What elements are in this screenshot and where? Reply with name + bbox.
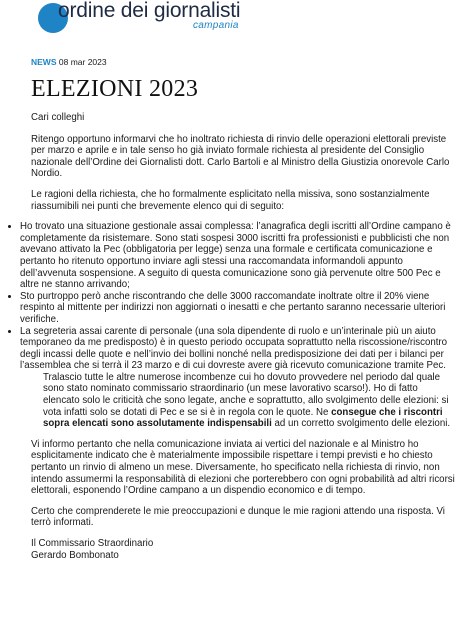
- logo-region: campania: [193, 20, 239, 31]
- site-header: [30, 0, 280, 38]
- paragraph-2: Le ragioni della richiesta, che ho formalmente esplicitato nella missiva, sono sostanzialmente riassumibili nei punti che brevemente elenco qui di seguito:: [31, 188, 430, 212]
- paragraph-1: Ritengo opportuno informarvi che ho inoltrato richiesta di rinvio delle operazioni elettorali previste per marzo e aprile e in tale senso ho già inviato formale richiesta al presidente del Consiglio nazionale dell’Ordine dei Giornalisti dott. Carlo Bartoli e al Ministro della Giustizia onorevole Carlo Nordio.: [31, 133, 450, 180]
- paragraph-3-tail: ad un corretto svolgimento delle elezioni.: [274, 418, 451, 430]
- logo-title[interactable]: ordine dei giornalisti: [58, 0, 241, 22]
- reasons-list: [7, 221, 455, 372]
- article-meta: [31, 57, 107, 67]
- signature-name: Gerardo Bombonato: [31, 549, 119, 561]
- list-item: • Sto purtroppo però anche riscontrando che delle 3000 raccomandate inoltrate oltre il 20% viene respinto al mittente per indirizzi non aggiornati o inesatti e che pertanto saranno necessarie ulteriori verifiche.: [20, 291, 455, 326]
- paragraph-3: [31, 372, 455, 430]
- list-item: • La segreteria assai carente di personale (una sola dipendente di ruolo e un’interinale più un aiuto temporaneo da me predisposto) è in questo periodo occupata soprattutto nella riscossione/riscontro degli incassi delle quote e nell’invio dei bollini nonché nella predisposizione dei dati per i bilanci per l’assemblea che si terrà il 23 marzo e di cui dovreste avere già ricevuto comunicazione tramite Pec.: [20, 326, 455, 372]
- paragraph-4: Vi informo pertanto che nella comunicazione inviata ai vertici del nazionale e al Ministro ho esplicitamente indicato che è materialmente impossibile rispettare i tempi previsti e ho chiesto pertanto un rinvio di almeno un mese. Diversamente, ho specificato nella richiesta di rinvio, non intendo assumermi la responsabilità di elezioni che porterebbero con ogni probabilità ad altri ricorsi elettorali, esponendo l’Ordine campano a un dispendio economico e di tempo.: [31, 438, 455, 497]
- article-title: ELEZIONI 2023: [31, 76, 199, 102]
- salutation: Cari colleghi: [31, 112, 85, 123]
- section-label[interactable]: NEWS: [31, 57, 57, 67]
- list-item: • Ho trovato una situazione gestionale assai complessa: l’anagrafica degli iscritti all’Ordine campano è completamente da risistemare. Sono stati sospesi 3000 iscritti fra professionisti e pubblicisti che non avevano attivato la Pec (obbligatoria per legge) senza una formale e certificata comunicazione e pertanto ho ritenuto opportuno inviare agli stessi una raccomandata informandoli appunto dell’avvenuta sospensione. A seguito di questa comunicazione sono già pervenute oltre 500 Pec e altre ne stanno arrivando;: [20, 221, 455, 291]
- paragraph-3-bold: consegue che i riscontri sopra elencati sono assolutamente indispensabili: [43, 406, 443, 430]
- publish-date: 08 mar 2023: [58, 57, 107, 67]
- paragraph-3-lead: Tralascio tutte le altre numerose incombenze cui ho dovuto provvedere nel periodo dal quale sono stato nominato commissario straordinario (un mese lavorativo scarso!). Ho di fatto elencato solo le criticità che sono legate, anche e soprattutto, allo svolgimento delle elezioni: si vota infatti solo se dotati di Pec e se si è in regola con le quote. Ne: [43, 371, 449, 418]
- signature-role: Il Commissario Straordinario: [31, 538, 154, 549]
- article-body: [20, 112, 455, 561]
- paragraph-5: Certo che comprenderete le mie preoccupazioni e dunque le mie ragioni attendo una risposta. Vi terrò informati.: [31, 505, 445, 529]
